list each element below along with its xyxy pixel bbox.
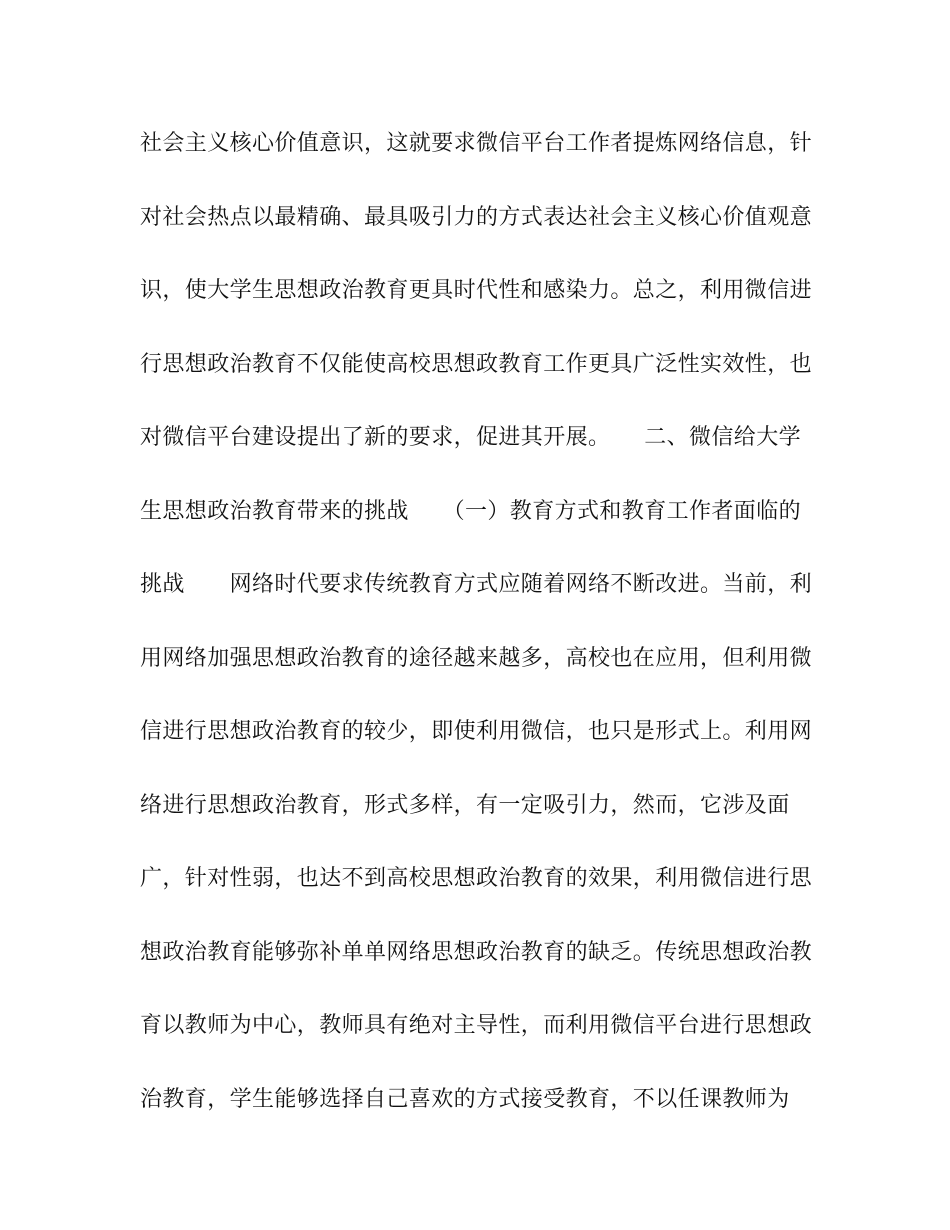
text-line: 信进行思想政治教育的较少，即使利用微信，也只是形式上。利用网 xyxy=(140,719,813,744)
text-line: 育以教师为中心，教师具有绝对主导性，而利用微信平台进行思想政 xyxy=(140,1013,813,1038)
text-line: 治教育，学生能够选择自己喜欢的方式接受教育，不以任课教师为 xyxy=(140,1086,790,1112)
text-line: 行思想政治教育不仅能使高校思想政教育工作更具广泛性实效性，也 xyxy=(140,351,813,377)
text-line: 对社会热点以最精确、最具吸引力的方式表达社会主义核心价值观意 xyxy=(140,204,813,230)
text-line: 社会主义核心价值意识，这就要求微信平台工作者提炼网络信息，针 xyxy=(140,131,813,156)
text-line: 对微信平台建设提出了新的要求，促进其开展。 二、微信给大学 xyxy=(140,425,802,450)
text-line: 广，针对性弱，也达不到高校思想政治教育的效果，利用微信进行思 xyxy=(140,866,813,891)
body-text xyxy=(140,122,813,1151)
text-line: 识，使大学生思想政治教育更具时代性和感染力。总之，利用微信进 xyxy=(140,278,813,303)
text-line: 生思想政治教育带来的挑战 （一）教育方式和教育工作者面临的 xyxy=(140,498,802,524)
text-line: 络进行思想政治教育，形式多样，有一定吸引力，然而，它涉及面 xyxy=(140,792,790,818)
text-line: 用网络加强思想政治教育的途径越来越多，高校也在应用，但利用微 xyxy=(140,645,813,671)
text-line: 挑战 网络时代要求传统教育方式应随着网络不断改进。当前，利 xyxy=(140,572,813,597)
text-line: 想政治教育能够弥补单单网络思想政治教育的缺乏。传统思想政治教 xyxy=(140,939,813,965)
